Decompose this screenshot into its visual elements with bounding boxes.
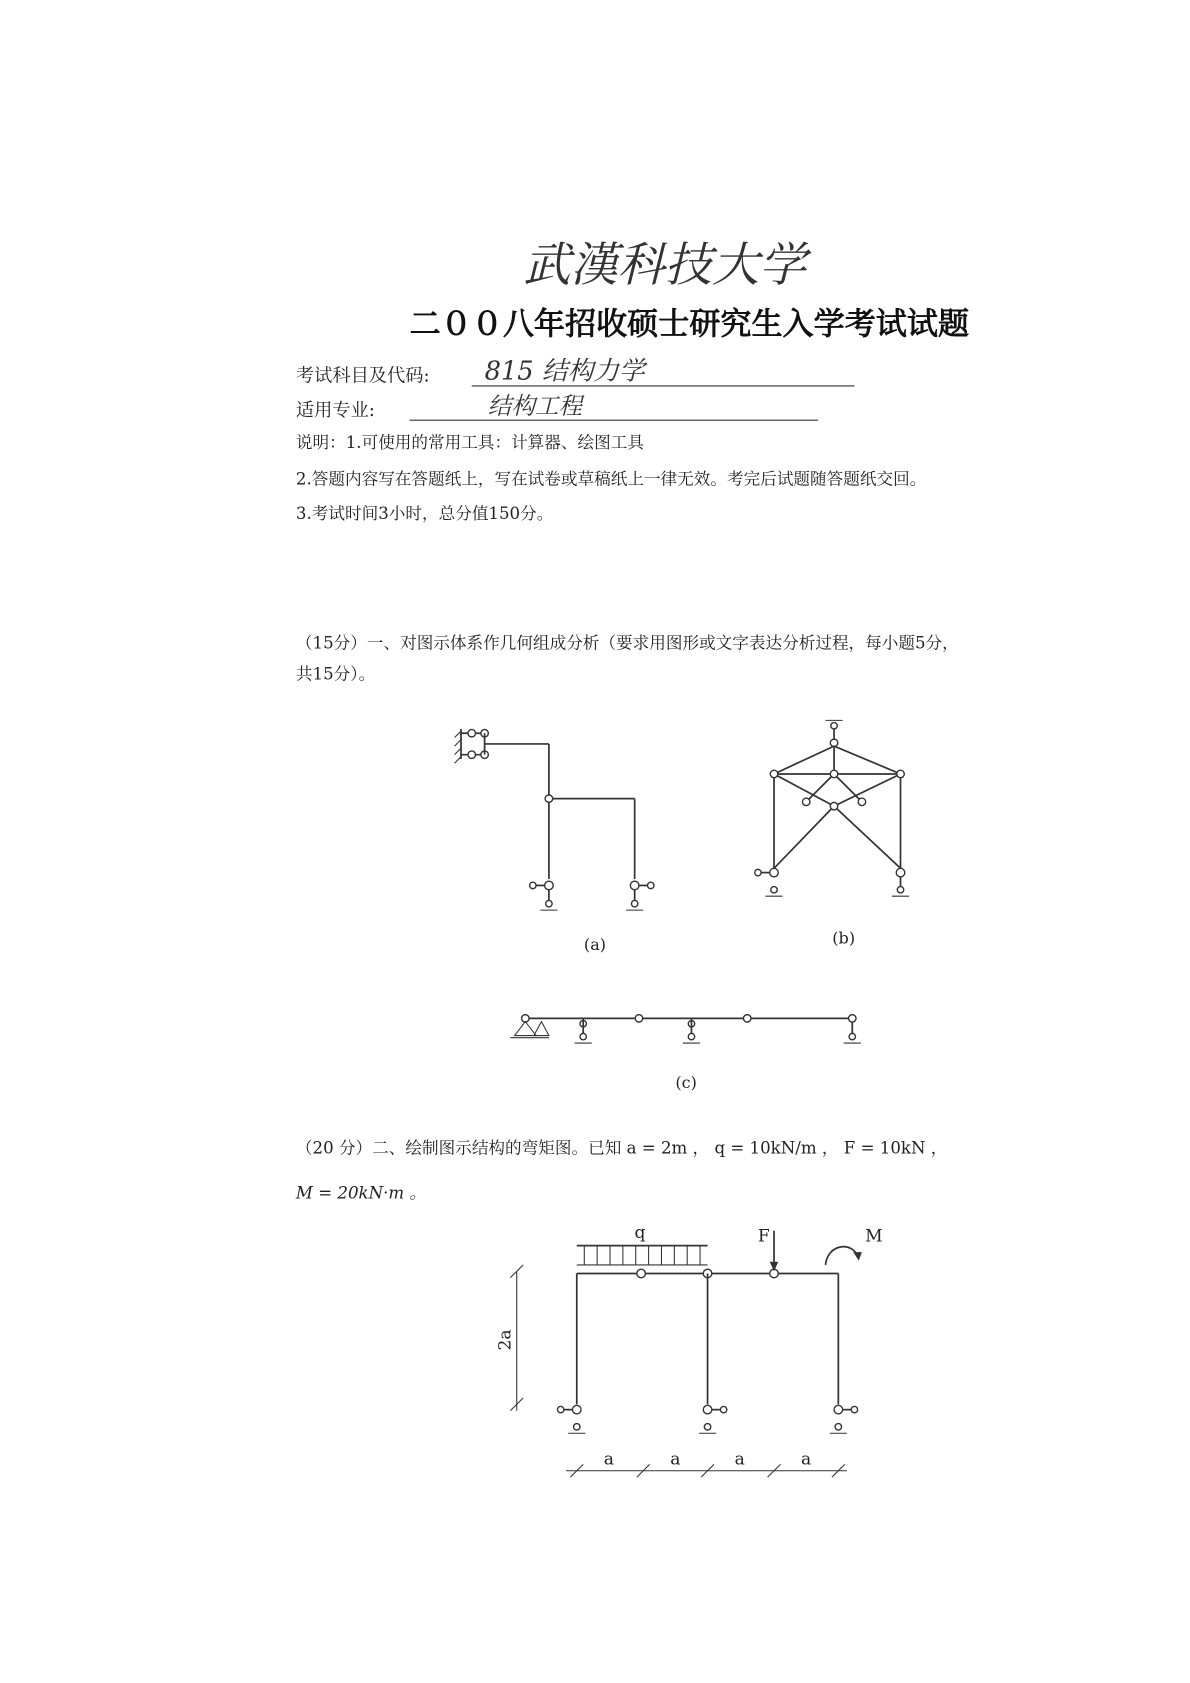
span-2: a xyxy=(670,1449,681,1470)
q2-line1: （20 分）二、绘制图示结构的弯矩图。已知 a = 2m ， q = 10kN/m ， F = 10kN ， xyxy=(295,1138,948,1158)
span-3: a xyxy=(734,1449,745,1470)
label-c: (c) xyxy=(675,1073,697,1093)
exam-title: 二００八年招收硕士研究生入学考试试题 xyxy=(409,306,970,343)
span-1: a xyxy=(603,1449,615,1470)
span-4: a xyxy=(801,1449,812,1470)
label-F: F xyxy=(757,1226,770,1247)
q2-line2: M = 20kN·m 。 xyxy=(295,1183,427,1203)
q1-line2: 共15分）。 xyxy=(295,664,376,684)
q1-line1: （15分）一、对图示体系作几何组成分析（要求用图形或文字表达分析过程，每小题5分， xyxy=(295,633,959,653)
subject-label: 考试科目及代码: xyxy=(295,365,430,387)
figure-a xyxy=(455,729,654,954)
figure-q2 xyxy=(495,1223,882,1477)
label-a: (a) xyxy=(583,934,607,954)
note-2: 2.答题内容写在答题纸上，写在试卷或草稿纸上一律无效。考完后试题随答题纸交回。 xyxy=(295,469,927,489)
figure-b xyxy=(755,720,909,947)
label-height: 2a xyxy=(495,1329,516,1351)
major-label: 适用专业: xyxy=(295,399,375,421)
label-b: (b) xyxy=(832,928,856,948)
figure-c xyxy=(510,1015,861,1092)
label-q: q xyxy=(634,1223,646,1244)
subject-value: 815 结构力学 xyxy=(484,356,645,387)
note-3: 3.考试时间3小时，总分值150分。 xyxy=(295,503,554,523)
label-M: M xyxy=(865,1226,883,1247)
major-value: 结构工程 xyxy=(487,391,583,420)
university-name: 武漢科技大学 xyxy=(523,237,807,293)
note-1: 说明：1.可使用的常用工具：计算器、绘图工具 xyxy=(295,433,644,453)
